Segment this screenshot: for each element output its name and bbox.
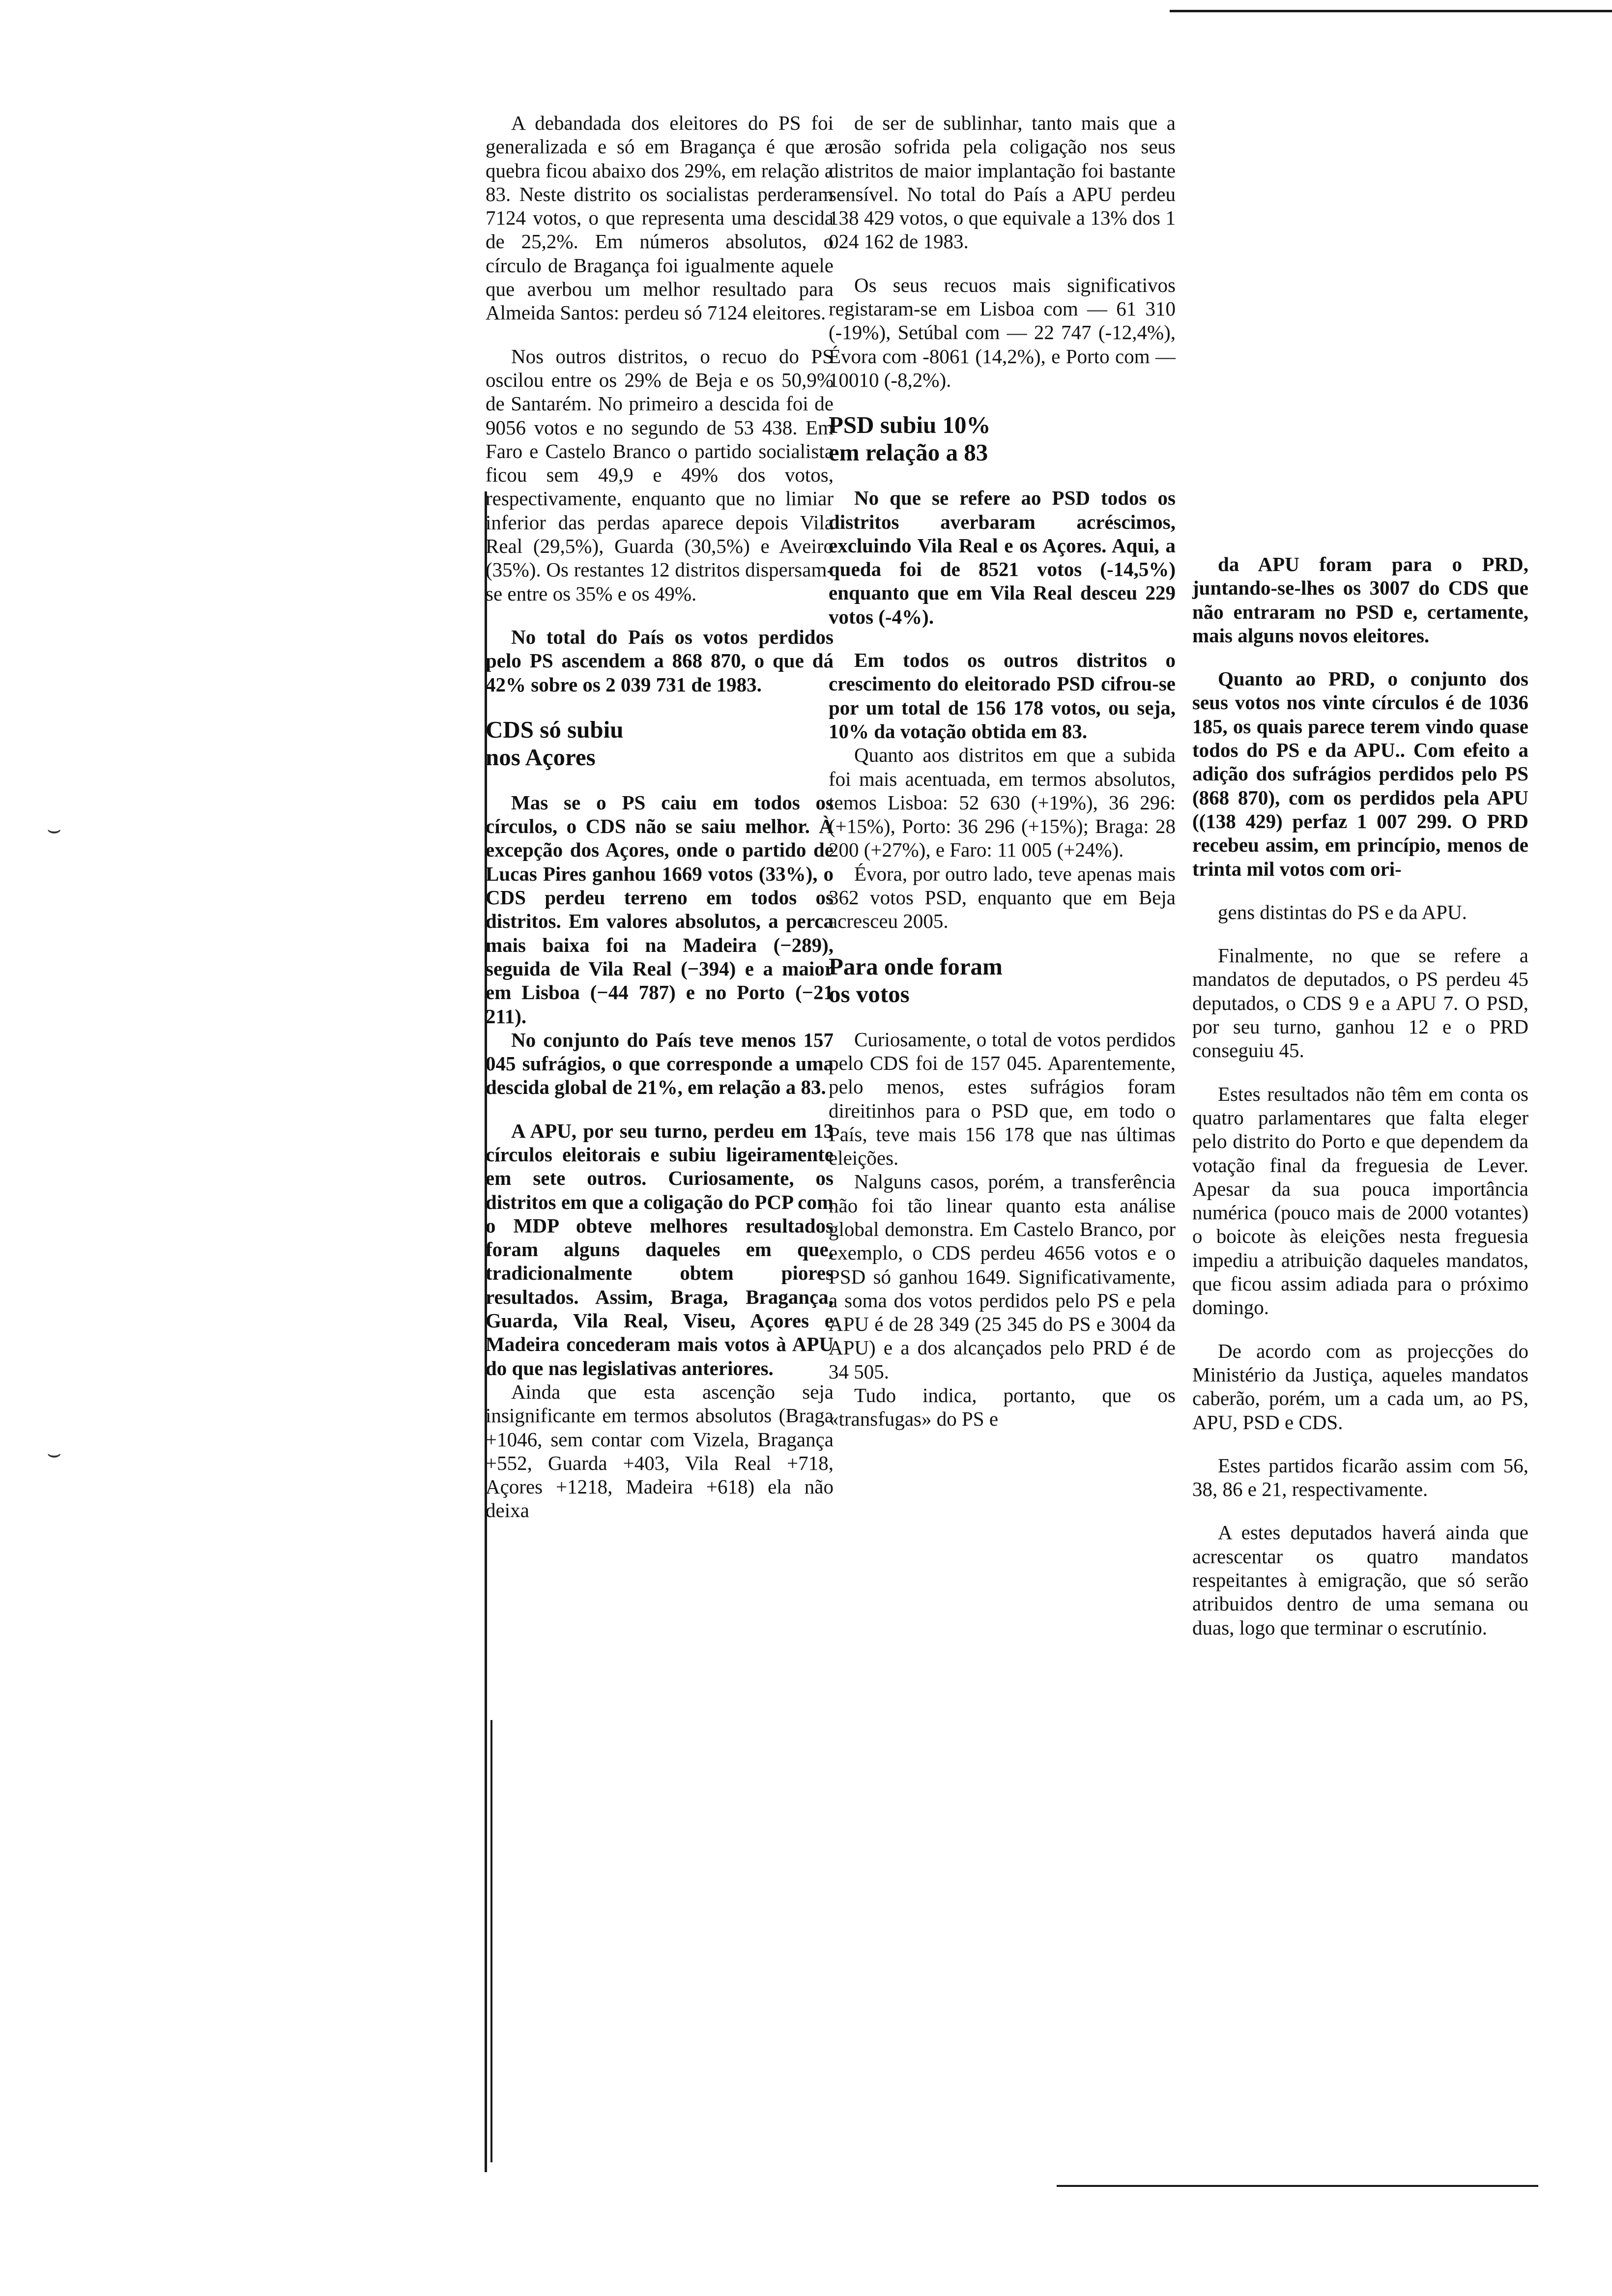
section-heading: PSD subiu 10% em relação a 83 xyxy=(829,411,991,466)
paragraph: A debandada dos eleitores do PS foi generalizada e só em Bragança é que a quebra ficou abaixo dos 29%, em relação a 83. Neste distrito os socialistas perderam 7124 votos, o que representa uma descida de 25,2%. Em números absolutos, o círculo de Bragança foi igualmente aquele que averbou um melhor resultado para Almeida Santos: perdeu só 7124 eleitores. xyxy=(486,112,834,324)
article-column-3 xyxy=(1192,552,1528,1659)
paragraph: da APU foram para o PRD, juntando-se-lhes os 3007 do CDS que não entraram no PSD e, certamente, mais alguns novos eleitores. xyxy=(1192,553,1528,647)
paragraph: A APU, por seu turno, perdeu em 13 círculos eleitorais e subiu ligeiramente em sete outros. Curiosamente, os distritos em que a coligação do PCP com o MDP obteve melhores resultados foram alguns daqueles em que, tradicionalmente obtem piores resultados. Assim, Braga, Bragança, Guarda, Vila Real, Viseu, Açores e Madeira concederam mais votos à APU do que nas legislativas anteriores. xyxy=(486,1119,834,1379)
paragraph: gens distintas do PS e da APU. xyxy=(1218,900,1467,923)
paragraph: Estes resultados não têm em conta os quatro parlamentares que falta eleger pelo distrito do Porto e que dependem da votação final da freguesia de Lever. Apesar da sua pouca importância numérica (pouco mais de 2000 votantes) o boicote às eleições nesta freguesia impediu a atribuição daqueles mandatos, que ficou assim adiada para o próximo domingo. xyxy=(1192,1082,1528,1319)
paragraph: De acordo com as projecções do Ministério da Justiça, aqueles mandatos caberão, porém, um a cada um, ao PS, APU, PSD e CDS. xyxy=(1192,1339,1528,1434)
paragraph: Em todos os outros distritos o crescimento do eleitorado PSD cifrou-se por um total de 156 178 votos, ou seja, 10% da votação obtida em 83. xyxy=(829,649,1176,743)
paragraph: Ainda que esta ascenção seja insignificante em termos absolutos (Braga +1046, sem contar com Vizela, Bragança +552, Guarda +403, Vila Real +718, Açores +1218, Madeira +618) ela não deixa xyxy=(486,1380,834,1522)
bottom-rule xyxy=(1057,2185,1538,2187)
article-column-2 xyxy=(829,111,1176,1431)
paragraph: No total do País os votos perdidos pelo PS ascendem a 868 870, o que dá 42% sobre os 2 039 731 de 1983. xyxy=(486,625,834,696)
paragraph: Curiosamente, o total de votos perdidos pelo CDS foi de 157 045. Aparentemente, pelo menos, estes sufrágios foram direitinhos para o PSD que, em todo o País, teve mais 156 178 que nas últimas eleições. xyxy=(829,1028,1176,1170)
paragraph: No que se refere ao PSD todos os distritos averbaram acréscimos, excluindo Vila Real e os Açores. Aqui, a queda foi de 8521 votos (-14,5%) enquanto que em Vila Real desceu 229 votos (-4%). xyxy=(829,487,1176,628)
paragraph: A estes deputados haverá ainda que acrescentar os quatro mandatos respeitantes à emigração, que só serão atribuidos dentro de uma semana ou duas, logo que terminar o escrutínio. xyxy=(1192,1521,1528,1639)
left-margin-rule-2 xyxy=(490,1720,492,2162)
paragraph: de ser de sublinhar, tanto mais que a erosão sofrida pela coligação nos seus distritos de maior implantação foi bastante sensível. No total do País a APU perdeu 138 429 votos, o que equivale a 13% dos 1 024 162 de 1983. xyxy=(829,112,1176,253)
section-heading: Para onde foram os votos xyxy=(829,952,1003,1007)
paragraph: No conjunto do País teve menos 157 045 sufrágios, o que corresponde a uma descida global de 21%, em relação a 83. xyxy=(486,1028,834,1099)
paragraph: Quanto ao PRD, o conjunto dos seus votos nos vinte círculos é de 1036 185, os quais parece terem vindo quase todos do PS e da APU.. Com efeito a adição dos sufrágios perdidos pelo PS (868 870), com os perdidos pela APU ((138 429) perfaz 1 007 299. O PRD recebeu assim, em princípio, menos de trinta mil votos com ori- xyxy=(1192,667,1528,880)
article-column-1 xyxy=(486,111,834,1522)
punch-mark-2: ⌣ xyxy=(47,1440,62,1466)
paragraph: Estes partidos ficarão assim com 56, 38, 86 e 21, respectivamente. xyxy=(1192,1454,1528,1501)
paragraph: Nos outros distritos, o recuo do PS oscilou entre os 29% de Beja e os 50,9% de Santarém. No primeiro a descida foi de 9056 votos e no segundo de 53 438. Em Faro e Castelo Branco o partido socialista ficou sem 49,9 e 49% dos votos, respectivamente, enquanto que no limiar inferior das perdas aparece depois Vila Real (29,5%), Guarda (30,5%) e Aveiro (35%). Os restantes 12 distritos dispersam-se entre os 35% e os 49%. xyxy=(486,344,834,605)
paragraph: Tudo indica, portanto, que os «transfugas» do PS e xyxy=(829,1384,1176,1431)
paragraph: Quanto aos distritos em que a subida foi mais acentuada, em termos absolutos, temos Lisboa: 52 630 (+19%), 36 296: (+15%), Porto: 36 296 (+15%); Braga: 28 200 (+27%), e Faro: 11 005 (+24%). xyxy=(829,744,1176,861)
paragraph: Finalmente, no que se refere a mandatos de deputados, o PS perdeu 45 deputados, o CDS 9 e a APU 7. O PSD, por seu turno, ganhou 12 e o PRD conseguiu 45. xyxy=(1192,944,1528,1062)
section-heading: CDS só subiu nos Açores xyxy=(486,716,624,771)
paragraph: Évora, por outro lado, teve apenas mais 362 votos PSD, enquanto que em Beja acresceu 2005. xyxy=(829,862,1176,933)
paragraph: Mas se o PS caiu em todos os círculos, o CDS não se saiu melhor. À excepção dos Açores, onde o partido de Lucas Pires ganhou 1669 votos (33%), o CDS perdeu terreno em todos os distritos. Em valores absolutos, a perca mais baixa foi na Madeira (−289), seguida de Vila Real (−394) e a maior em Lisboa (−44 787) e no Porto (−21 211). xyxy=(486,791,834,1028)
paragraph: Nalguns casos, porém, a transferência não foi tão linear quanto esta análise global demonstra. Em Castelo Branco, por exemplo, o CDS perdeu 4656 votos e o PSD só ganhou 1649. Significativamente, a soma dos votos perdidos pelo PS e pela APU é de 28 349 (25 345 do PS e 3004 da APU) e a dos alcançados pelo PRD é de 34 505. xyxy=(829,1170,1176,1383)
punch-mark-1: ⌣ xyxy=(47,816,62,842)
top-rule xyxy=(1170,10,1612,12)
paragraph: Os seus recuos mais significativos registaram-se em Lisboa com — 61 310 (-19%), Setúbal com — 22 747 (-12,4%), Évora com -8061 (14,2%), e Porto com — 10010 (-8,2%). xyxy=(829,273,1176,391)
